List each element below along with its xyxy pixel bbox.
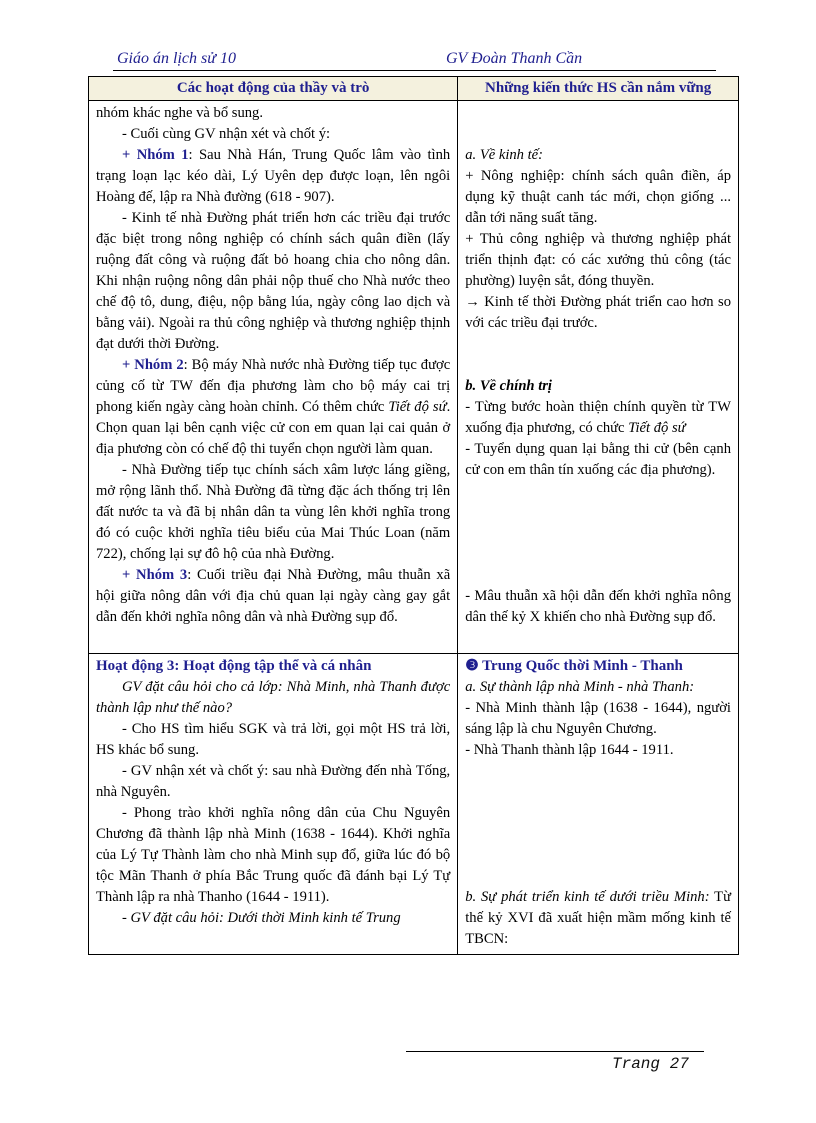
question-paragraph: - GV đặt câu hỏi: Dưới thời Minh kinh tế Trung — [122, 910, 401, 926]
group-1-paragraph — [96, 145, 450, 208]
table-header-row — [89, 77, 739, 101]
group-2-text-a: : Bộ máy Nhà nước nhà Đường tiếp tục được củng cố từ TW đến địa phương làm cho bộ máy cai trị phong kiến ngày càng hoàn chỉnh. Có thêm chức — [96, 357, 451, 415]
group-2-paragraph — [96, 355, 450, 460]
knowledge-cell — [458, 654, 739, 955]
economy-ming-text: Từ thế kỷ XVI đã xuất hiện mầm mống kinh tế TBCN: — [465, 889, 731, 947]
table-row — [89, 654, 739, 955]
politics-text: - Từng bước hoàn thiện chính quyền từ TW xuống địa phương, có chức — [465, 399, 731, 436]
text-paragraph: - Phong trào khởi nghĩa nông dân của Chu Nguyên Chương đã thành lập nhà Minh (1638 - 1644). Khởi nghĩa của Lý Tự Thành làm cho nhà Minh sụp đổ, giữa lúc đó bộ tộc Mãn Thanh ở phía Bắc Trung quốc đã đánh bại Lý Tự Thành lập ra nhà Thanho (1644 - 1911). — [96, 805, 451, 905]
activities-cell — [89, 101, 458, 654]
table-row — [89, 101, 739, 654]
group-2-italic: Tiết độ sứ — [388, 399, 447, 415]
text-paragraph: nhóm khác nghe và bổ sung. — [96, 105, 263, 121]
text-paragraph: - Kinh tế nhà Đường phát triển hơn các triều đại trước đặc biệt trong nông nghiệp có chính sách quân điền (lấy ruộng đất công và ruộng đất bỏ hoang chia cho nông dân. Khi nhận ruộng nông dân phải nộp thuế cho Nhà nước theo chế độ tô, dung, điệu, nộp bằng lúa, ngày công lao dịch và bằng vải). Ngoài ra thủ công nghiệp và thương nghiệp thịnh đạt dưới thời Đường. — [96, 210, 451, 352]
lesson-table — [88, 76, 739, 955]
knowledge-cell — [458, 101, 739, 654]
group-1-label: + Nhóm 1 — [122, 147, 189, 163]
text-paragraph: - Cho HS tìm hiểu SGK và trả lời, gọi một HS trả lời, HS khác bổ sung. — [96, 721, 451, 758]
economy-ming-heading: b. Sự phát triển kinh tế dưới triều Minh: — [465, 889, 710, 905]
text-paragraph: - Cuối cùng GV nhận xét và chốt ý: — [122, 126, 331, 142]
text-paragraph: - Mâu thuẫn xã hội dẫn đến khởi nghĩa nông dân thế kỷ X khiến cho nhà Đường sụp đổ. — [465, 588, 731, 625]
column-header-activities: Các hoạt động của thầy và trò — [89, 77, 458, 101]
group-2-text-b: . Chọn quan lại bên cạnh việc cử con em quan lại cai quản ở địa phương còn có chế độ thi tuyển chọn người làm quan. — [96, 399, 451, 457]
header-teacher: GV Đoàn Thanh Cần — [446, 50, 583, 67]
column-header-knowledge: Những kiến thức HS cần nắm vững — [458, 77, 739, 101]
text-paragraph: + Nông nghiệp: chính sách quân điền, áp dụng kỹ thuật canh tác mới, chọn giống ... dẫn tới năng suất tăng. — [465, 168, 731, 226]
politics-italic: Tiết độ sứ — [628, 420, 686, 436]
text-paragraph: - Nhà Minh thành lập (1638 - 1644), người sáng lập là chu Nguyên Chương. — [465, 700, 731, 737]
text-paragraph: - Tuyển dụng quan lại bằng thi cử (bên cạnh cử con em thân tín xuống các địa phương). — [465, 441, 731, 478]
group-3-label: + Nhóm 3 — [122, 567, 188, 583]
activity-3-title: Hoạt động 3: Hoạt động tập thể và cá nhân — [96, 658, 372, 674]
group-3-paragraph — [96, 565, 450, 628]
text-paragraph: - GV nhận xét và chốt ý: sau nhà Đường đến nhà Tống, nhà Nguyên. — [96, 763, 451, 800]
text-paragraph: → Kinh tế thời Đường phát triển cao hơn so với các triều đại trước. — [465, 294, 731, 331]
economy-ming-paragraph — [465, 887, 731, 950]
section-3-title: ❸ Trung Quốc thời Minh - Thanh — [465, 658, 683, 674]
group-3-text: : Cuối triều đại Nhà Đường, mâu thuẫn xã hội giữa nông dân với địa chủ quan lại ngày càng gay gắt dẫn đến khởi nghĩa nông dân và nhà Đường sụp đổ. — [96, 567, 451, 625]
group-1-text: : Sau Nhà Hán, Trung Quốc lâm vào tình trạng loạn lạc kéo dài, Lý Uyên dẹp được loạn, lên ngôi Hoàng đế, lập ra Nhà đường (618 - 907). — [96, 147, 451, 205]
activities-cell — [89, 654, 458, 955]
text-paragraph: + Thủ công nghiệp và thương nghiệp phát triển thịnh đạt: có các xưởng thủ công (tác phường) luyện sắt, đóng thuyền. — [465, 231, 731, 289]
text-paragraph: - Nhà Đường tiếp tục chính sách xâm lược láng giềng, mở rộng lãnh thổ. Nhà Đường đã từng đặc ách thống trị lên đất nước ta và đã bị nhân dân ta vùng lên khởi nghĩa trong đó có cuộc khởi nghĩa tiêu biểu của Mai Thúc Loan (năm 722), chống lại sự đô hộ của nhà Đường. — [96, 462, 451, 562]
header-divider — [113, 70, 716, 71]
founding-heading: a. Sự thành lập nhà Minh - nhà Thanh: — [465, 679, 695, 695]
economy-heading: a. Về kinh tế: — [465, 147, 544, 163]
group-2-label: + Nhóm 2 — [122, 357, 184, 373]
politics-heading: b. Về chính trị — [465, 378, 552, 394]
question-paragraph: GV đặt câu hỏi cho cả lớp: Nhà Minh, nhà Thanh được thành lập như thế nào? — [96, 679, 451, 716]
header-subject: Giáo án lịch sử 10 — [117, 50, 236, 67]
page-number: Trang 27 — [612, 1055, 689, 1073]
text-paragraph: - Nhà Thanh thành lập 1644 - 1911. — [465, 742, 674, 758]
politics-paragraph — [465, 397, 731, 439]
footer-divider — [406, 1051, 704, 1052]
